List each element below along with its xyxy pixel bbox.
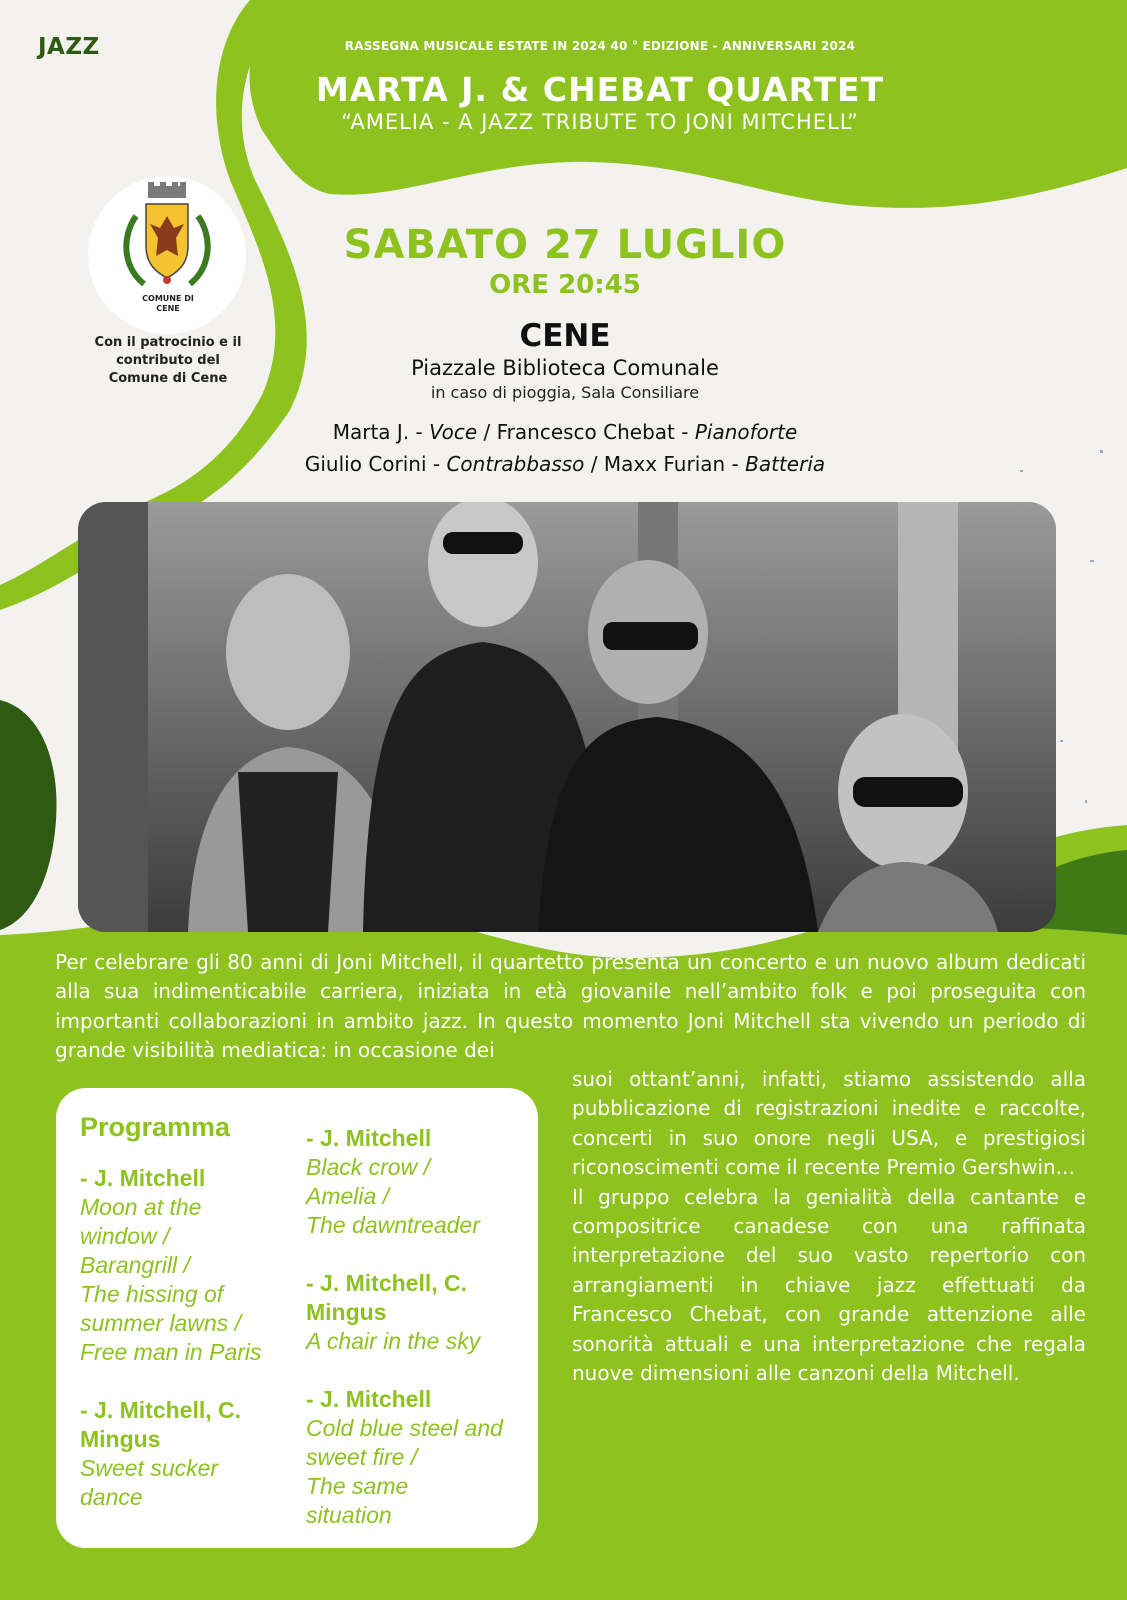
separator: / — [584, 452, 604, 476]
song-title: The dawntreader — [306, 1212, 480, 1238]
song-title: sweet fire / — [306, 1444, 418, 1470]
composer-label: - J. Mitchell, C. — [80, 1397, 242, 1423]
composer-label: - J. Mitchell — [306, 1386, 432, 1412]
separator: - — [426, 452, 447, 476]
member-role: Batteria — [745, 452, 826, 476]
song-title: Amelia / — [306, 1183, 390, 1209]
band-photo-image — [78, 502, 1056, 932]
song-title: dance — [80, 1484, 143, 1510]
song-title: situation — [306, 1502, 392, 1528]
composer-label: - J. Mitchell — [80, 1165, 206, 1191]
patronage-note — [88, 334, 248, 388]
song-title: summer lawns / — [80, 1310, 242, 1336]
description-continued — [572, 1065, 1086, 1388]
song-title: Free man in Paris — [80, 1339, 262, 1365]
rain-venue-note: in caso di pioggia, Sala Consiliare — [430, 383, 700, 402]
description-paragraph: Il gruppo celebra la genialità della cantante e compositrice canadese con una raffinata interpretazione del suo vasto repertorio con arrangiamenti in chiave jazz effettuati da Francesco Chebat, con grande attenzione alle sonorità attuali e una interpretazione che regala nuove dimensioni alle canzoni della Mitchell. — [572, 1184, 1086, 1386]
logo-caption-line: COMUNE DI — [142, 294, 194, 303]
event-venue: Piazzale Biblioteca Comunale — [411, 356, 719, 380]
patronage-line: Con il patrocinio e il — [94, 335, 242, 350]
event-time: ORE 20:45 — [489, 270, 641, 300]
programme-column-2 — [306, 1124, 532, 1530]
description-intro: Per celebrare gli 80 anni di Joni Mitchell, il quartetto presenta un concerto e un nuovo album dedicati alla sua indimenticabile carriera, iniziata in età giovanile nell’ambito folk e poi proseguita con importanti collaborazioni in ambito jazz. In questo momento Joni Mitchell sta vivendo un periodo di grande visibilità mediatica: in occasione dei — [55, 950, 1086, 1063]
member-role: Pianoforte — [694, 420, 798, 444]
spacer — [80, 1367, 290, 1396]
song-title: Sweet sucker — [80, 1455, 219, 1481]
event-date: SABATO 27 LUGLIO — [343, 222, 787, 268]
separator: - — [674, 420, 695, 444]
member-name: Francesco Chebat — [496, 420, 675, 444]
band-photo — [78, 502, 1056, 932]
spacer — [306, 1240, 532, 1269]
spacer — [306, 1356, 532, 1385]
song-title: window / — [80, 1223, 170, 1249]
member-name: Maxx Furian — [603, 452, 726, 476]
lineup-line — [150, 452, 980, 476]
composer-label: - J. Mitchell, C. — [306, 1270, 468, 1296]
separator: - — [725, 452, 746, 476]
logo-caption — [130, 294, 206, 314]
song-title: The same — [306, 1473, 409, 1499]
lineup-line — [150, 420, 980, 444]
programme-column-1 — [80, 1164, 290, 1512]
song-title: Moon at the — [80, 1194, 202, 1220]
patronage-line: Comune di Cene — [108, 371, 228, 386]
song-title: Cold blue steel and — [306, 1415, 503, 1441]
event-headline: MARTA J. & CHEBAT QUARTET — [315, 70, 885, 109]
composer-label: Mingus — [80, 1426, 161, 1452]
event-city: CENE — [519, 318, 611, 354]
description-paragraph: suoi ottant’anni, infatti, stiamo assistendo alla pubblicazione di registrazioni inedite e raccolte, concerti in suo onore negli USA, e prestigiosi riconoscimenti come il recente Premio Gershwin... — [572, 1067, 1086, 1180]
event-subtitle: “AMELIA - A JAZZ TRIBUTE TO JONI MITCHELL” — [341, 110, 859, 134]
member-name: Marta J. — [332, 420, 410, 444]
member-name: Giulio Corini — [304, 452, 427, 476]
logo-caption-line: CENE — [156, 304, 180, 313]
category-label: JAZZ — [38, 34, 100, 60]
festival-line: RASSEGNA MUSICALE ESTATE IN 2024 40 ° EDIZIONE - ANNIVERSARI 2024 — [344, 39, 856, 53]
programme-title: Programma — [80, 1112, 231, 1142]
member-role: Voce — [429, 420, 478, 444]
patronage-line: contributo del — [116, 353, 220, 368]
composer-label: - J. Mitchell — [306, 1125, 432, 1151]
member-role: Contrabbasso — [446, 452, 585, 476]
separator: - — [409, 420, 430, 444]
song-title: The hissing of — [80, 1281, 224, 1307]
song-title: Barangrill / — [80, 1252, 190, 1278]
song-title: A chair in the sky — [306, 1328, 481, 1354]
composer-label: Mingus — [306, 1299, 387, 1325]
separator: / — [477, 420, 497, 444]
song-title: Black crow / — [306, 1154, 430, 1180]
